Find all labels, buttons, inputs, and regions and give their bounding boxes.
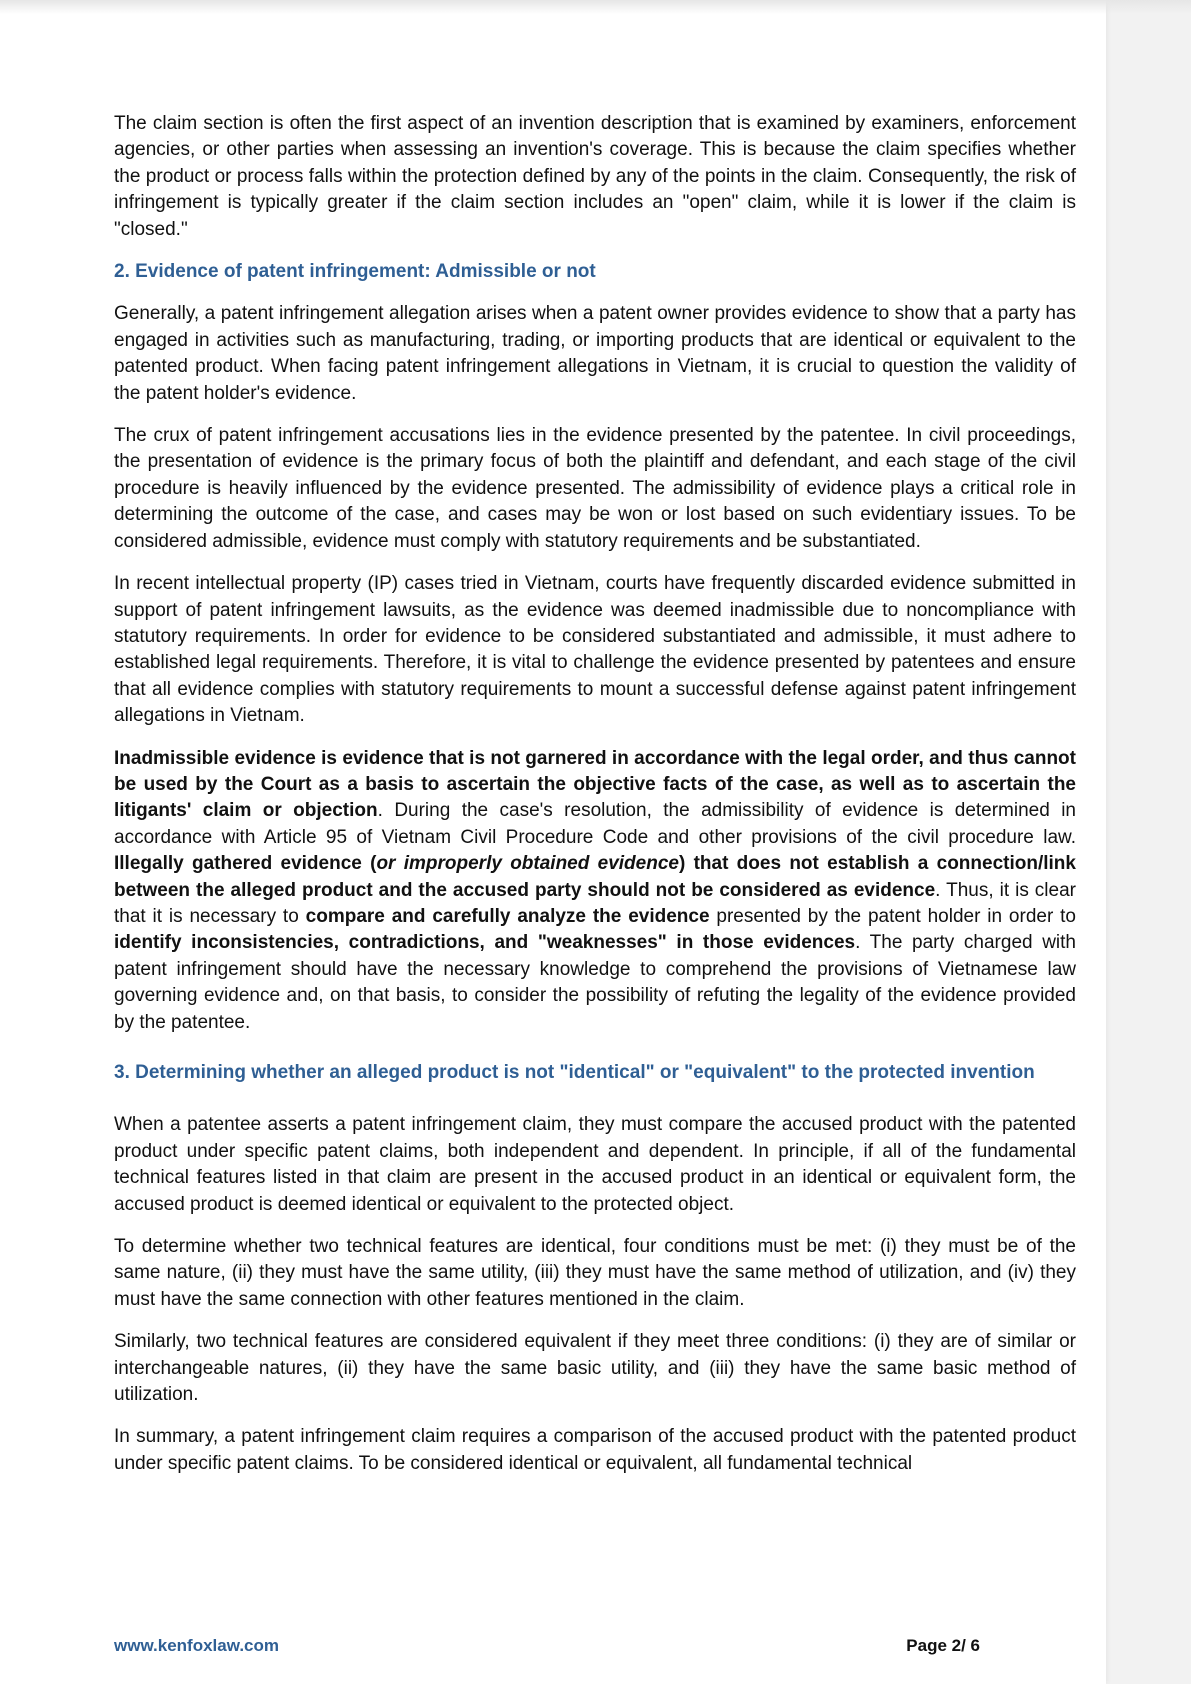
bold-italic-text <box>376 853 679 874</box>
bold-text: Illegally gathered evidence ( <box>114 853 377 875</box>
bold-text: compare and carefully analyze the evidence <box>305 905 710 927</box>
bold-text: identify inconsistencies, contradictions, and "weaknesses" in those evidences <box>114 932 856 954</box>
italic-text: or improperly obtained evidence <box>376 853 679 875</box>
page-content <box>114 111 1076 1493</box>
section-heading-evidence: 2. Evidence of patent infringement: Admissible or not <box>114 261 596 283</box>
plain-text: . The party charged with patent infringement should have the necessary knowledge to comprehend the provisions of Vietnamese law governing evidence and, on that basis, to consider the possibility of refuting the legality of the evidence provided by the patentee. <box>114 932 1076 1033</box>
paragraph-recent-cases: In recent intellectual property (IP) cases tried in Vietnam, courts have frequently discarded evidence submitted in support of patent infringement lawsuits, as the evidence was deemed inadmissible due to noncompliance with statutory requirements. In order for evidence to be considered substantiated and admissible, it must adhere to established legal requirements. Therefore, it is vital to challenge the evidence presented by patentees and ensure that all evidence complies with statutory requirements to mount a successful defense against patent infringement allegations in Vietnam. <box>114 573 1076 727</box>
paragraph-claim-section: The claim section is often the first aspect of an invention description that is examined by examiners, enforcement agencies, or other parties when assessing an invention's coverage. This is because the claim specifies whether the product or process falls within the protection defined by any of the points in the claim. Consequently, the risk of infringement is typically greater if the claim section includes an "open" claim, while it is lower if the claim is "closed." <box>114 113 1076 240</box>
section-heading-identical-equivalent: 3. Determining whether an alleged product is not "identical" or "equivalent" to the protected invention <box>114 1062 1035 1083</box>
footer-website-link[interactable]: www.kenfoxlaw.com <box>114 1636 280 1655</box>
paragraph-inadmissible-evidence <box>114 746 1076 1036</box>
plain-text: . Thus, it is clear that it is necessary to <box>114 879 1076 927</box>
bold-text: ) that does not establish a connection/link between the alleged product and the accused party should not be considered as evidence <box>114 853 1076 901</box>
paragraph-identical-conditions: To determine whether two technical features are identical, four conditions must be met: (i) they must be of the same nature, (ii) they must have the same utility, (iii) they must have the same method of utilization, and (iv) they must have the same connection with other features mentioned in the claim. <box>114 1236 1076 1310</box>
plain-text: . During the case's resolution, the admissibility of evidence is determined in accordance with Article 95 of Vietnam Civil Procedure Code and other provisions of the civil procedure law. <box>114 800 1077 848</box>
paragraph-patentee-asserts: When a patentee asserts a patent infringement claim, they must compare the accused product with the patented product under specific patent claims, both independent and dependent. In principle, if all of the fundamental technical features listed in that claim are present in the accused product in an identical or equivalent form, the accused product is deemed identical or equivalent to the protected object. <box>114 1114 1076 1215</box>
paragraph-allegation: Generally, a patent infringement allegation arises when a patent owner provides evidence to show that a party has engaged in activities such as manufacturing, trading, or importing products that are identical or equivalent to the patented product. When facing patent infringement allegations in Vietnam, it is crucial to question the validity of the patent holder's evidence. <box>114 303 1076 404</box>
footer-page-number: Page 2/ 6 <box>906 1636 980 1655</box>
paragraph-equivalent-conditions: Similarly, two technical features are considered equivalent if they meet three conditions: (i) they are of similar or interchangeable natures, (ii) they have the same basic utility, and (iii) they have the same basic method of utilization. <box>114 1331 1076 1406</box>
bold-text: Inadmissible evidence is evidence that is not garnered in accordance with the legal order, and thus cannot be used by the Court as a basis to ascertain the objective facts of the case, as well as to ascertain the litigants' claim or objection <box>114 747 1076 822</box>
viewer-top-shadow <box>0 0 1191 14</box>
plain-text: presented by the patent holder in order to <box>709 905 1076 927</box>
paragraph-crux: The crux of patent infringement accusations lies in the evidence presented by the patentee. In civil proceedings, the presentation of evidence is the primary focus of both the plaintiff and defendant, and each stage of the civil procedure is heavily influenced by the evidence presented. The admissibility of evidence plays a critical role in determining the outcome of the case, and cases may be won or lost based on such evidentiary issues. To be considered admissible, evidence must comply with statutory requirements and be substantiated. <box>114 425 1076 552</box>
paragraph-summary: In summary, a patent infringement claim requires a comparison of the accused product with the patented product under specific patent claims. To be considered identical or equivalent, all fundamental technical <box>114 1426 1076 1474</box>
